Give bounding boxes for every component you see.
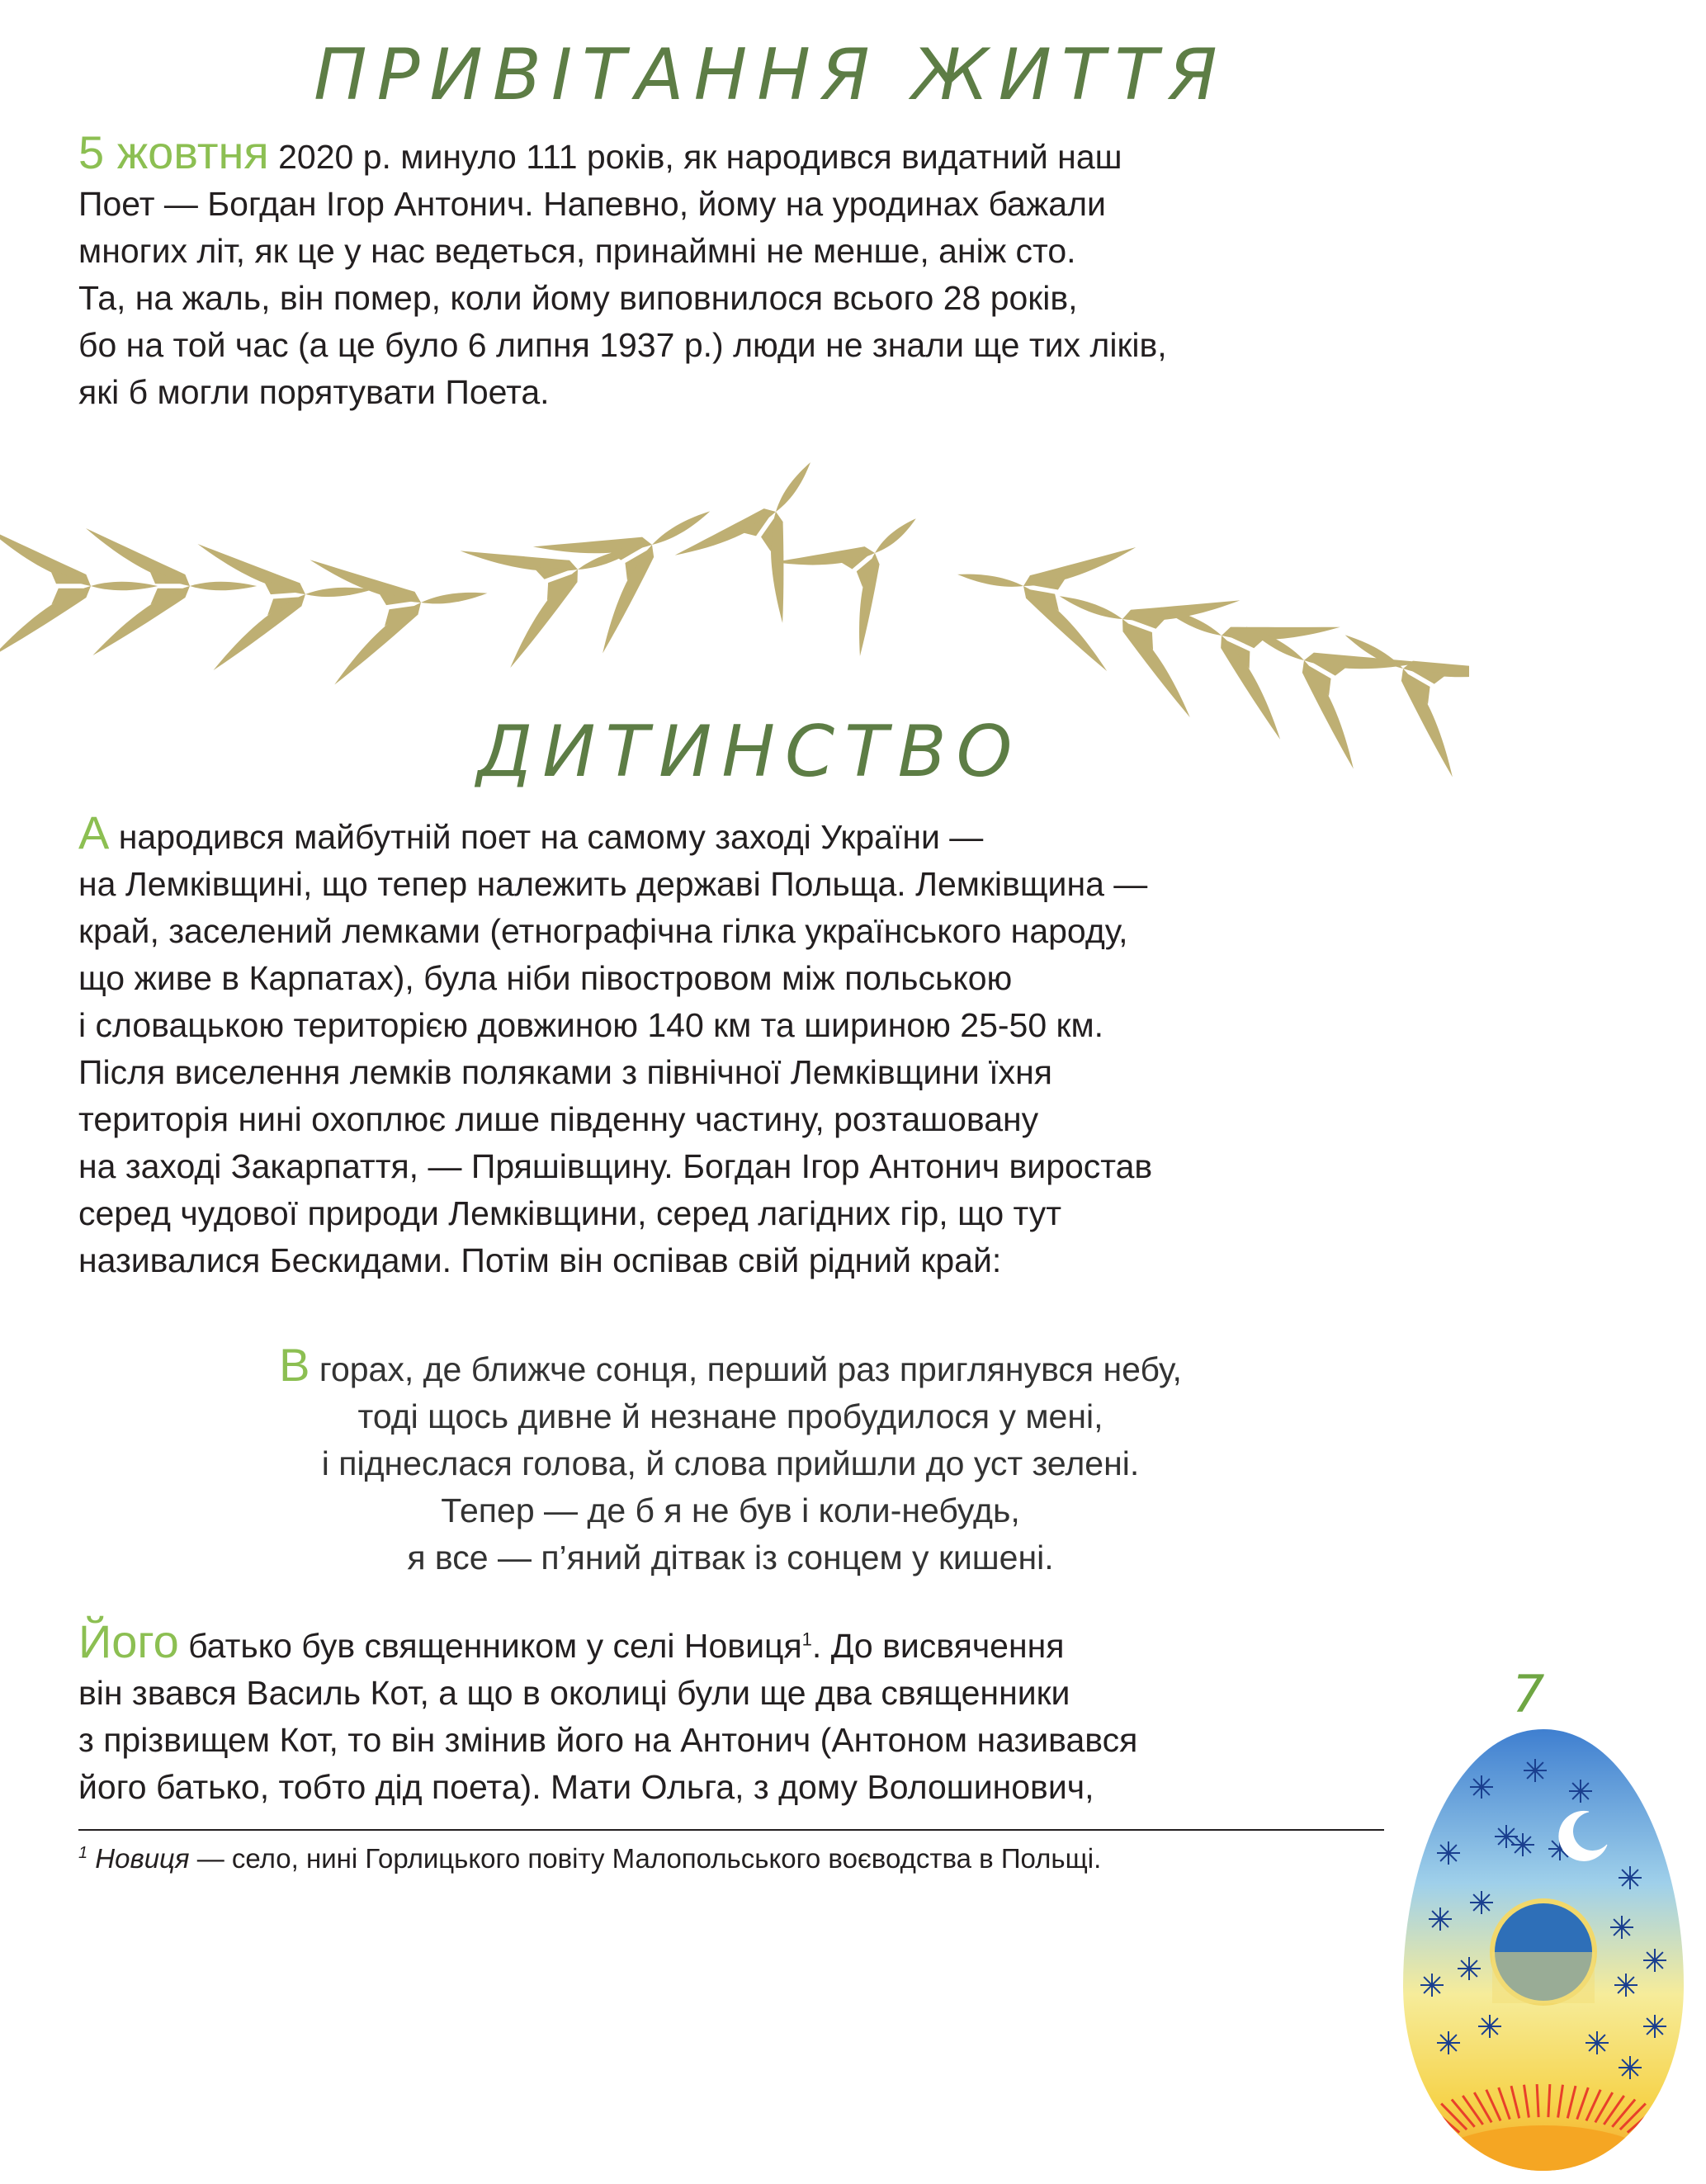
paragraph-line: Після виселення лемків поляками з північної Лемківщини їхня (78, 1053, 1052, 1091)
footnote-mark: 1 (78, 1844, 88, 1862)
star-ornament-icon (1478, 2015, 1501, 2038)
paragraph-line: многих літ, як це у нас ведеться, принаймні не менше, аніж сто. (78, 232, 1076, 270)
star-ornament-icon (1643, 2015, 1666, 2038)
star-ornament-icon (1619, 2056, 1642, 2079)
sun-ray (1641, 2119, 1673, 2139)
pysanka-egg-illustration (1391, 1713, 1696, 2183)
paragraph-line: 5 жовтня 2020 р. минуло 111 років, як народився видатний наш (78, 126, 1122, 178)
sun-ray (1391, 2172, 1420, 2173)
childhood-paragraph (78, 806, 1153, 1284)
section-title-greeting: ПРИВІТАННЯ ЖИТТЯ (314, 34, 1227, 116)
poem-line: тоді щось дивне й незнане пробудилося у мені, (357, 1397, 1103, 1435)
lead-word: 5 жовтня (78, 126, 269, 178)
star-ornament-icon (1511, 1833, 1534, 1856)
swallow-icon (1311, 585, 1469, 781)
star-ornament-icon (1614, 1974, 1637, 1997)
paragraph-line: територія нині охоплює лише південну частину, розташовану (78, 1100, 1039, 1138)
paragraph-line: на заході Закарпаття, — Пряшівщину. Богдан Ігор Антонич виростав (78, 1147, 1153, 1185)
swallow-icon (86, 528, 257, 655)
sun-shape (1420, 2125, 1667, 2183)
poem-quote (78, 1341, 1382, 1581)
sun-ray (1656, 2137, 1693, 2151)
star-ornament-icon (1458, 1957, 1481, 1980)
footnote-text: — село, нині Горлицького повіту Малопольського воєводства в Польщі. (189, 1843, 1102, 1874)
star-ornament-icon (1643, 1949, 1666, 1972)
sun-ray (1666, 2164, 1696, 2168)
sun-ray (1414, 2119, 1446, 2139)
paragraph-line: на Лемківщині, що тепер належить державі Польща. Лемківщина — (78, 865, 1148, 903)
sun-ray (1406, 2125, 1441, 2143)
sun-ray (1391, 2144, 1427, 2155)
star-ornament-icon (1610, 1916, 1633, 1939)
sun-ray (1391, 2158, 1422, 2164)
swallow-icon (310, 536, 497, 685)
star-ornament-icon (1524, 1759, 1547, 1782)
lead-letter: А (78, 806, 110, 858)
star-ornament-icon (1470, 1775, 1493, 1799)
sun-ray (1667, 2172, 1696, 2173)
paragraph-line: які б могли порятувати Поета. (78, 373, 550, 411)
paragraph-line: і словацькою територією довжиною 140 км та шириною 25-50 км. (78, 1006, 1104, 1044)
paragraph-line: він звався Василь Кот, а що в околиці були ще два священники (78, 1674, 1070, 1712)
sun-ray (1662, 2150, 1696, 2159)
footnote-reference[interactable]: 1 (801, 1629, 812, 1650)
paragraph-line: край, заселений лемками (етнографічна гілка українського народу, (78, 912, 1128, 950)
swallow-icon (774, 475, 961, 660)
swallow-icon (675, 462, 867, 628)
paragraph-line: його батько, тобто дід поета). Мати Ольга, з дому Волошинович, (78, 1768, 1094, 1806)
poem-line: я все — п’яний дітвак із сонцем у кишені. (407, 1539, 1054, 1577)
intro-paragraph (78, 126, 1167, 416)
page-number: 7 (1512, 1664, 1545, 1724)
poem-line: і піднеслася голова, й слова прийшли до уст зелені. (321, 1444, 1140, 1482)
star-ornament-icon (1619, 1866, 1642, 1889)
paragraph-line: що живе в Карпатах), була ніби півостровом між польською (78, 959, 1013, 997)
section-title-childhood: ДИТИНСТВО (477, 711, 1023, 793)
star-ornament-icon (1437, 2031, 1460, 2054)
swallow-icon (197, 532, 376, 671)
paragraph-line: бо на той час (а це було 6 липня 1937 р.) люди не знали ще тих ліків, (78, 326, 1167, 364)
sun-ray (1393, 2137, 1430, 2151)
sun-ray (1665, 2158, 1696, 2164)
footnote-divider (78, 1829, 1384, 1831)
paragraph-line: Поет — Богдан Ігор Антонич. Напевно, йому на уродинах бажали (78, 185, 1106, 223)
paragraph-line: Та, на жаль, він помер, коли йому виповнилося всього 28 років, (78, 279, 1078, 317)
swallow-icon (0, 528, 158, 655)
lead-word: Його (78, 1615, 179, 1667)
sun-ray (1660, 2144, 1696, 2155)
star-ornament-icon (1585, 2031, 1609, 2054)
footnote (78, 1839, 1101, 1879)
star-ornament-icon (1470, 1891, 1493, 1914)
paragraph-line: з прізвищем Кот, то він змінив його на Антонич (Антоном називався (78, 1721, 1138, 1759)
star-ornament-icon (1437, 1841, 1460, 1865)
sun-ray (1652, 2130, 1688, 2147)
paragraph-line: серед чудової природи Лемківщини, серед лагідних гір, що тут (78, 1194, 1062, 1232)
footnote-term: Новиця (95, 1843, 190, 1874)
paragraph-line: Його батько був священником у селі Новиця$^1$. До висвячення (78, 1615, 1065, 1667)
lead-letter: В (279, 1339, 310, 1391)
poem-line: В горах, де ближче сонця, перший раз приглянувся небу, (279, 1339, 1182, 1391)
paragraph-line: А народився майбутній поет на самому заході України — (78, 806, 984, 858)
poem-line: Тепер — де б я не був і коли-небудь, (441, 1491, 1020, 1529)
sun-ray (1548, 2084, 1550, 2117)
star-ornament-icon (1429, 1907, 1452, 1931)
star-ornament-icon (1569, 1780, 1592, 1803)
swallow-icon (945, 518, 1136, 673)
sun-ray (1391, 2150, 1425, 2159)
star-ornament-icon (1420, 1974, 1444, 1997)
sun-ray (1400, 2130, 1436, 2147)
swallow-icon (1132, 555, 1340, 742)
sun-ray (1391, 2164, 1420, 2168)
family-paragraph (78, 1615, 1138, 1811)
swallow-icon (533, 462, 744, 657)
sun-ray (1537, 2084, 1538, 2117)
paragraph-line: називалися Бескидами. Потім він оспівав свій рідний край: (78, 1241, 1002, 1279)
sun-ray (1647, 2125, 1681, 2143)
